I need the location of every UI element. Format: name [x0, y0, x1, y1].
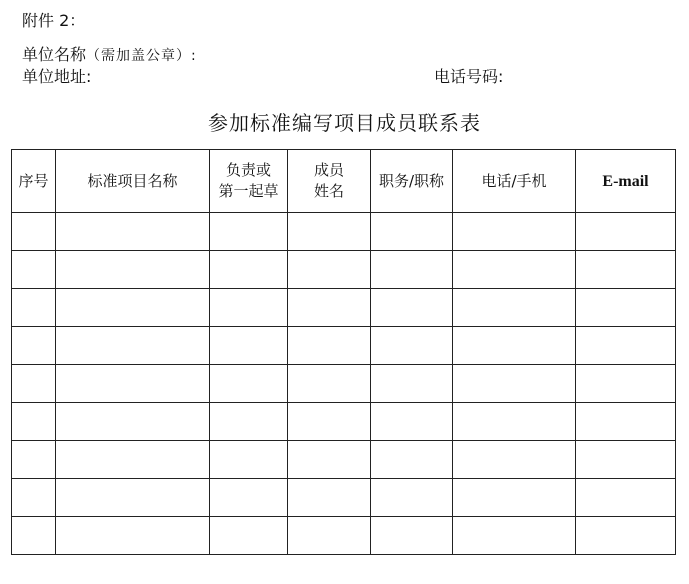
cell-seq[interactable] — [12, 479, 56, 517]
table-row — [12, 213, 676, 251]
unit-name-label: 单位名称 — [22, 45, 87, 64]
cell-seq[interactable] — [12, 251, 56, 289]
cell-email[interactable] — [576, 251, 676, 289]
cell-seq[interactable] — [12, 517, 56, 555]
cell-phone[interactable] — [453, 517, 576, 555]
cell-position[interactable] — [371, 517, 453, 555]
cell-project[interactable] — [56, 517, 210, 555]
cell-email[interactable] — [576, 441, 676, 479]
cell-phone[interactable] — [453, 289, 576, 327]
cell-seq[interactable] — [12, 327, 56, 365]
cell-position[interactable] — [371, 365, 453, 403]
cell-lead[interactable] — [210, 441, 288, 479]
table-body — [12, 213, 676, 555]
cell-member[interactable] — [288, 479, 371, 517]
cell-phone[interactable] — [453, 479, 576, 517]
cell-seq[interactable] — [12, 441, 56, 479]
document-title: 参加标准编写项目成员联系表 — [208, 111, 481, 135]
cell-phone[interactable] — [453, 213, 576, 251]
header-seq: 序号 — [12, 150, 56, 213]
cell-project[interactable] — [56, 289, 210, 327]
cell-project[interactable] — [56, 251, 210, 289]
cell-lead[interactable] — [210, 289, 288, 327]
header-lead-drafter: 负责或 第一起草 — [210, 150, 288, 213]
header-member-name: 成员 姓名 — [288, 150, 371, 213]
cell-project[interactable] — [56, 441, 210, 479]
cell-position[interactable] — [371, 441, 453, 479]
table-row — [12, 327, 676, 365]
cell-member[interactable] — [288, 251, 371, 289]
header-position: 职务/职称 — [371, 150, 453, 213]
cell-seq[interactable] — [12, 289, 56, 327]
cell-position[interactable] — [371, 479, 453, 517]
cell-member[interactable] — [288, 365, 371, 403]
cell-lead[interactable] — [210, 403, 288, 441]
cell-project[interactable] — [56, 479, 210, 517]
cell-position[interactable] — [371, 327, 453, 365]
cell-email[interactable] — [576, 403, 676, 441]
cell-member[interactable] — [288, 517, 371, 555]
phone-label: 电话号码: — [434, 67, 504, 86]
cell-member[interactable] — [288, 403, 371, 441]
cell-lead[interactable] — [210, 479, 288, 517]
cell-lead[interactable] — [210, 327, 288, 365]
header-phone: 电话/手机 — [453, 150, 576, 213]
header-project-name: 标准项目名称 — [56, 150, 210, 213]
cell-member[interactable] — [288, 327, 371, 365]
cell-lead[interactable] — [210, 365, 288, 403]
cell-member[interactable] — [288, 441, 371, 479]
cell-email[interactable] — [576, 289, 676, 327]
cell-position[interactable] — [371, 251, 453, 289]
member-contact-table — [11, 149, 676, 555]
unit-address-label: 单位地址: — [22, 67, 92, 86]
cell-project[interactable] — [56, 365, 210, 403]
cell-email[interactable] — [576, 365, 676, 403]
cell-member[interactable] — [288, 213, 371, 251]
cell-seq[interactable] — [12, 213, 56, 251]
table-row — [12, 251, 676, 289]
cell-email[interactable] — [576, 479, 676, 517]
table-row — [12, 289, 676, 327]
cell-seq[interactable] — [12, 403, 56, 441]
table-row — [12, 403, 676, 441]
cell-phone[interactable] — [453, 403, 576, 441]
cell-lead[interactable] — [210, 517, 288, 555]
cell-phone[interactable] — [453, 441, 576, 479]
cell-project[interactable] — [56, 403, 210, 441]
cell-lead[interactable] — [210, 251, 288, 289]
unit-name-line — [22, 42, 197, 65]
cell-position[interactable] — [371, 403, 453, 441]
attachment-label: 附件 2： — [22, 11, 86, 30]
cell-seq[interactable] — [12, 365, 56, 403]
cell-phone[interactable] — [453, 365, 576, 403]
cell-phone[interactable] — [453, 327, 576, 365]
cell-position[interactable] — [371, 213, 453, 251]
cell-email[interactable] — [576, 327, 676, 365]
cell-project[interactable] — [56, 213, 210, 251]
cell-project[interactable] — [56, 327, 210, 365]
unit-name-note: （需加盖公章）: — [86, 48, 197, 64]
cell-email[interactable] — [576, 517, 676, 555]
table-row — [12, 517, 676, 555]
cell-email[interactable] — [576, 213, 676, 251]
cell-member[interactable] — [288, 289, 371, 327]
cell-lead[interactable] — [210, 213, 288, 251]
cell-position[interactable] — [371, 289, 453, 327]
table-row — [12, 365, 676, 403]
table-row — [12, 479, 676, 517]
table-header-row — [12, 150, 676, 213]
table-row — [12, 441, 676, 479]
header-email: E-mail — [576, 150, 676, 213]
cell-phone[interactable] — [453, 251, 576, 289]
